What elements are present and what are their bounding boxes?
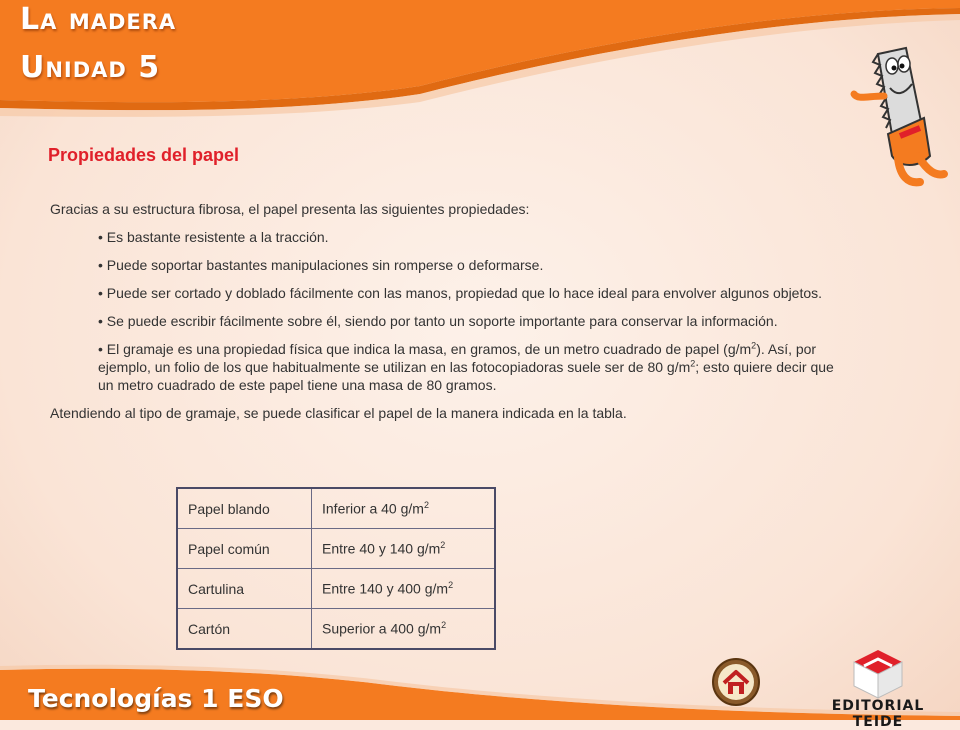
exponent: 2 bbox=[423, 500, 429, 511]
exponent: 2 bbox=[448, 580, 454, 591]
publisher-logo bbox=[808, 648, 948, 730]
gramaje-text: • El gramaje es una propiedad física que indica la masa, en gramos, de un metro cuadrado de papel (g/m bbox=[98, 341, 752, 357]
conclusion-text: Atendiendo al tipo de gramaje, se puede clasificar el papel de la manera indicada en la tabla. bbox=[50, 405, 627, 421]
content-body bbox=[50, 200, 840, 422]
range-text: Entre 40 y 140 g/m bbox=[322, 540, 441, 557]
property-item: • Puede soportar bastantes manipulaciones sin romperse o deformarse. bbox=[98, 257, 544, 273]
gramaje-range-cell bbox=[312, 488, 496, 529]
teide-cube-icon bbox=[808, 648, 948, 698]
table-row bbox=[177, 488, 495, 529]
exponent: 2 bbox=[690, 358, 696, 369]
course-title: Tecnologías 1 ESO bbox=[28, 684, 284, 713]
table-row bbox=[177, 529, 495, 569]
range-text: Entre 140 y 400 g/m bbox=[322, 580, 449, 597]
gramaje-text: ; esto quiere decir que un metro cuadrado de este papel tiene una masa de 80 gramos. bbox=[98, 359, 834, 393]
publisher-name: EDITORIAL TEIDE bbox=[831, 698, 925, 730]
saw-mascot-icon bbox=[848, 44, 948, 194]
gramaje-table bbox=[176, 487, 496, 650]
paper-type-cell: Cartulina bbox=[177, 569, 312, 609]
exponent: 2 bbox=[751, 340, 757, 351]
property-item-gramaje bbox=[98, 340, 840, 394]
property-item: • Puede ser cortado y doblado fácilmente con las manos, propiedad que lo hace ideal para envolver algunos objetos. bbox=[98, 285, 823, 301]
paper-type-cell: Papel común bbox=[177, 529, 312, 569]
unit-title: La madera bbox=[20, 2, 177, 37]
property-item: • Es bastante resistente a la tracción. bbox=[98, 229, 329, 245]
intro-text: Gracias a su estructura fibrosa, el papel presenta las siguientes propiedades: bbox=[50, 201, 530, 217]
section-heading: Propiedades del papel bbox=[48, 145, 240, 165]
gramaje-range-cell bbox=[312, 569, 496, 609]
range-text: Inferior a 40 g/m bbox=[322, 500, 424, 517]
exponent: 2 bbox=[441, 620, 447, 631]
range-text: Superior a 400 g/m bbox=[322, 620, 442, 637]
table-row bbox=[177, 569, 495, 609]
paper-type-cell: Papel blando bbox=[177, 488, 312, 529]
unit-number: Unidad 5 bbox=[20, 50, 161, 85]
exponent: 2 bbox=[440, 540, 446, 551]
paper-type-cell: Cartón bbox=[177, 609, 312, 650]
property-list bbox=[50, 228, 840, 394]
property-item: • Se puede escribir fácilmente sobre él, siendo por tanto un soporte importante para conservar la información. bbox=[98, 313, 778, 329]
gramaje-text: ). Así, por ejemplo, un folio de los que habitualmente se utilizan en las fotocopiadoras suele ser de 80 g/m bbox=[98, 341, 817, 375]
gramaje-range-cell bbox=[312, 529, 496, 569]
home-icon[interactable] bbox=[711, 657, 761, 707]
